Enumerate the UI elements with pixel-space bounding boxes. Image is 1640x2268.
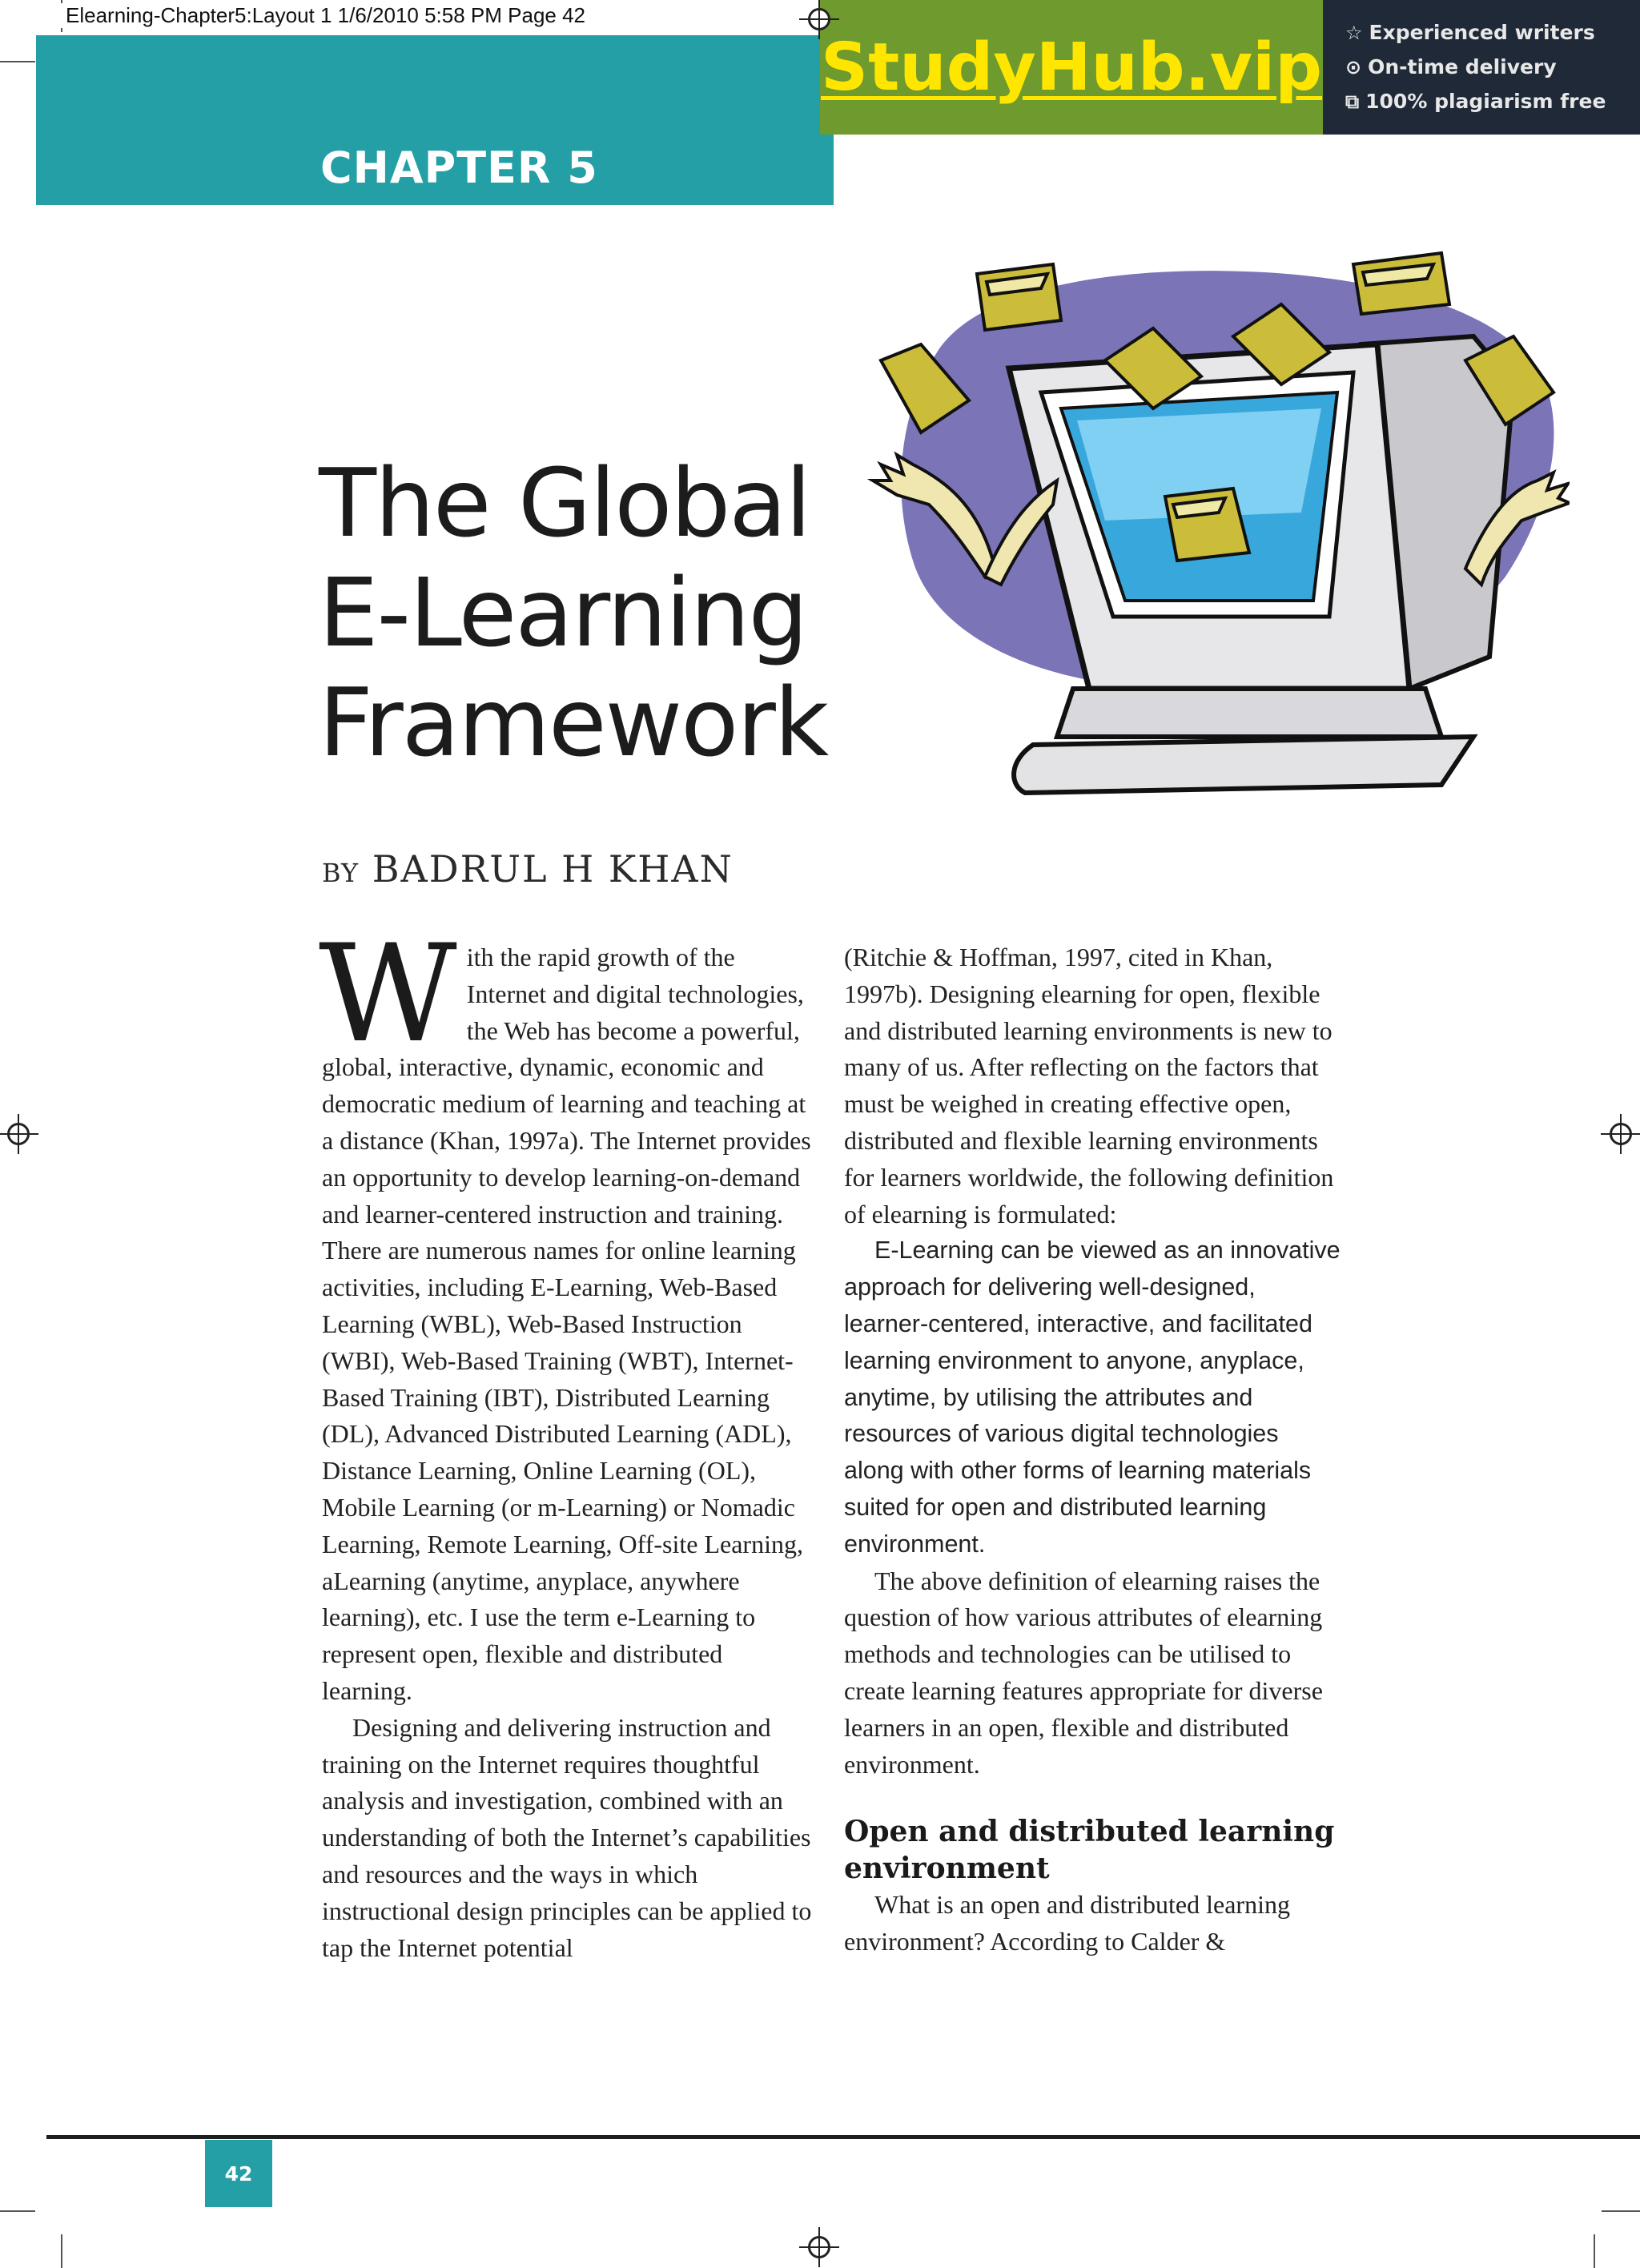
- registration-mark-icon: [808, 2236, 830, 2258]
- crop-mark: [0, 2210, 35, 2212]
- paragraph: Designing and delivering instruction and training on the Internet requires thoughtful analysis and investigation, combined with an understanding of both the Internet’s capabilities and resources and the ways in which instructional design principles can be applied to tap the Internet potential: [322, 1712, 812, 1962]
- paragraph: (Ritchie & Hoffman, 1997, cited in Khan, 1997b). Designing elearning for open, flexible and distributed learning environments is new to many of us. After reflecting on the factors that must be weighed in creating effective open, distributed and flexible learning environments for learners worldwide, the following definition of elearning is formulated:: [844, 943, 1334, 1228]
- monitor-stand: [1057, 689, 1441, 737]
- crop-mark: [0, 61, 35, 62]
- paragraph: What is an open and distributed learning environment? According to Calder &: [844, 1890, 1290, 1956]
- ad-feature: [1345, 55, 1640, 78]
- article-title: [319, 448, 827, 778]
- print-slug: Elearning-Chapter5:Layout 1 1/6/2010 5:58 PM Page 42: [59, 3, 592, 28]
- body-column-left: [319, 915, 818, 1966]
- author-name: BADRUL H KHAN: [372, 847, 734, 891]
- body-column-right: [844, 939, 1341, 1960]
- folder-icon: [977, 264, 1061, 330]
- registration-mark-icon: [1610, 1123, 1632, 1145]
- ad-feature-text: Experienced writers: [1369, 21, 1595, 44]
- definition-quote: E-Learning can be viewed as an innovative approach for delivering well-designed, learner-centered, interactive, and facilitated learning environment to anyone, anyplace, anytime, by utilising the attributes and resources of various digital technologies along with other forms of learning materials suited for open and distributed learning environment.: [844, 1237, 1341, 1558]
- footer-rule: [46, 2135, 1640, 2139]
- title-line: Framework: [319, 667, 828, 778]
- registration-mark-icon: [808, 8, 830, 30]
- page-number: 42: [205, 2140, 272, 2207]
- copy-icon: ⧉: [1345, 90, 1360, 113]
- ad-feature: [1345, 21, 1640, 44]
- computer-folders-illustration: [849, 240, 1570, 801]
- title-line: E-Learning: [319, 557, 807, 668]
- paragraph-text: ith the rapid growth of the Internet and digital technologies, the Web has become a powerful, global, interactive, dynamic, economic and democratic medium of learning and teaching at a distance (Khan, 1997a). The Internet provides an opportunity to develop learning-on-demand and learner-centered instruction and training. There are numerous names for online learning activities, including E-Learning, Web-Based Learning (WBL), Web-Based Instruction (WBI), Web-Based Training (WBT), Internet-Based Training (IBT), Distributed Learning (DL), Advanced Distributed Learning (ADL), Distance Learning, Online Learning (OL), Mobile Learning (or m-Learning) or Nomadic Learning, Remote Learning, Off-site Learning, aLearning (anytime, anyplace, anywhere learning), etc. I use the term e-Learning to represent open, flexible and distributed learning.: [322, 943, 811, 1705]
- folder-icon: [1353, 253, 1449, 314]
- paragraph: The above definition of elearning raises the question of how various attributes of elearning methods and technologies can be utilised to create learning features appropriate for diverse learners in an open, flexible and distributed environment.: [844, 1566, 1323, 1779]
- clock-icon: ⊙: [1345, 55, 1362, 78]
- byline: [322, 847, 734, 891]
- computer-monitor: [1009, 336, 1513, 689]
- crop-mark: [61, 2234, 62, 2268]
- star-icon: ☆: [1345, 21, 1363, 44]
- folder-icon: [1165, 489, 1249, 561]
- drop-cap: W: [319, 915, 457, 1072]
- paragraph: [319, 915, 818, 1710]
- crop-mark: [1594, 2234, 1595, 2268]
- ad-brand-link[interactable]: StudyHub.vip: [821, 29, 1322, 106]
- keyboard-base: [1014, 737, 1473, 793]
- registration-mark-icon: [7, 1123, 30, 1145]
- ad-features-panel: [1323, 0, 1640, 135]
- crop-mark: [1602, 2210, 1640, 2212]
- ad-brand-panel[interactable]: [820, 0, 1323, 135]
- title-line: The Global: [319, 448, 810, 558]
- chapter-label: CHAPTER 5: [320, 143, 598, 193]
- ad-feature-text: On-time delivery: [1368, 55, 1557, 78]
- ad-feature: [1345, 90, 1640, 113]
- ad-feature-text: 100% plagiarism free: [1365, 90, 1606, 113]
- section-heading: Open and distributed learning environment: [844, 1815, 1335, 1886]
- ad-banner[interactable]: [820, 0, 1640, 135]
- byline-prefix: BY: [322, 858, 360, 888]
